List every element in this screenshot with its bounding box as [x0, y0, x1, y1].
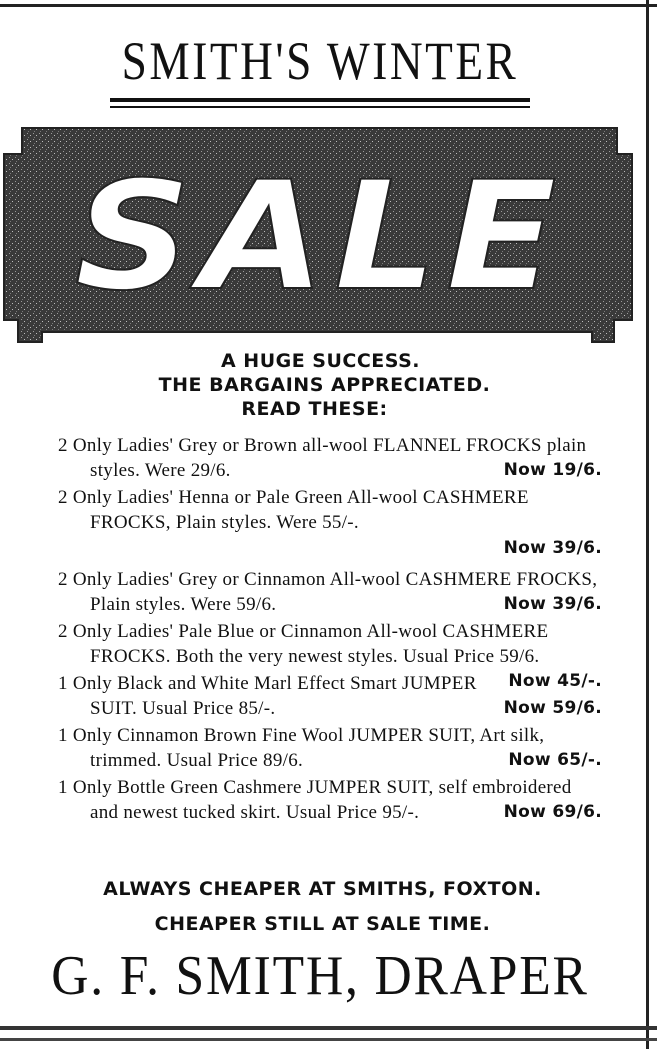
item-price: Now 65/-.	[508, 750, 602, 770]
bottom-border-2	[0, 1038, 657, 1041]
item-description: 2 Only Ladies' Grey or Cinnamon All-wool CASHMERE FROCKS, Plain styles. Were 59/6.	[58, 569, 598, 615]
item-price: Now 19/6.	[503, 460, 602, 480]
item-price: Now 69/6.	[503, 802, 602, 822]
item-price: Now 45/-.	[508, 671, 602, 691]
list-item	[42, 775, 602, 825]
title-rule-thick	[110, 98, 530, 102]
sale-word: SALE	[74, 148, 566, 324]
item-price: Now 39/6.	[503, 538, 602, 558]
closing-line-1: ALWAYS CHEAPER AT SMITHS, FOXTON.	[103, 878, 542, 900]
item-description: 1 Only Bottle Green Cashmere JUMPER SUIT, self embroidered and newest tucked skirt. Usual Price 95/-.	[58, 777, 572, 823]
sale-banner	[2, 120, 639, 348]
title-rule-thin	[110, 106, 530, 108]
intro-line-2: THE BARGAINS APPRECIATED.	[158, 374, 491, 396]
ad-title: SMITH'S WINTER	[121, 31, 519, 91]
item-description: 1 Only Cinnamon Brown Fine Wool JUMPER SUIT, Art silk, trimmed. Usual Price 89/6.	[58, 725, 545, 771]
intro-line-3: READ THESE:	[241, 398, 388, 420]
item-description: 2 Only Ladies' Grey or Brown all-wool FLANNEL FROCKS plain styles. Were 29/6.	[58, 435, 587, 481]
list-item	[42, 723, 602, 773]
item-description: 1 Only Black and White Marl Effect Smart JUMPER SUIT. Usual Price 85/-.	[58, 673, 477, 719]
list-item	[42, 567, 602, 617]
list-item	[42, 671, 602, 721]
item-description: 2 Only Ladies' Pale Blue or Cinnamon All-wool CASHMERE FROCKS. Both the very newest styles. Usual Price 59/6.	[58, 621, 549, 667]
list-item	[42, 619, 602, 691]
item-list	[42, 433, 602, 827]
top-border	[0, 4, 657, 7]
item-description: 2 Only Ladies' Henna or Pale Green All-wool CASHMERE FROCKS, Plain styles. Were 55/-.	[58, 487, 529, 533]
list-item	[42, 433, 602, 483]
closing-line-2: CHEAPER STILL AT SALE TIME.	[154, 913, 491, 935]
intro-line-1: A HUGE SUCCESS.	[220, 350, 421, 372]
item-price: Now 59/6.	[503, 698, 602, 718]
item-price: Now 39/6.	[503, 594, 602, 614]
list-item	[42, 485, 602, 561]
footer-signature: G. F. SMITH, DRAPER	[51, 945, 589, 1007]
bottom-border	[0, 1026, 657, 1030]
